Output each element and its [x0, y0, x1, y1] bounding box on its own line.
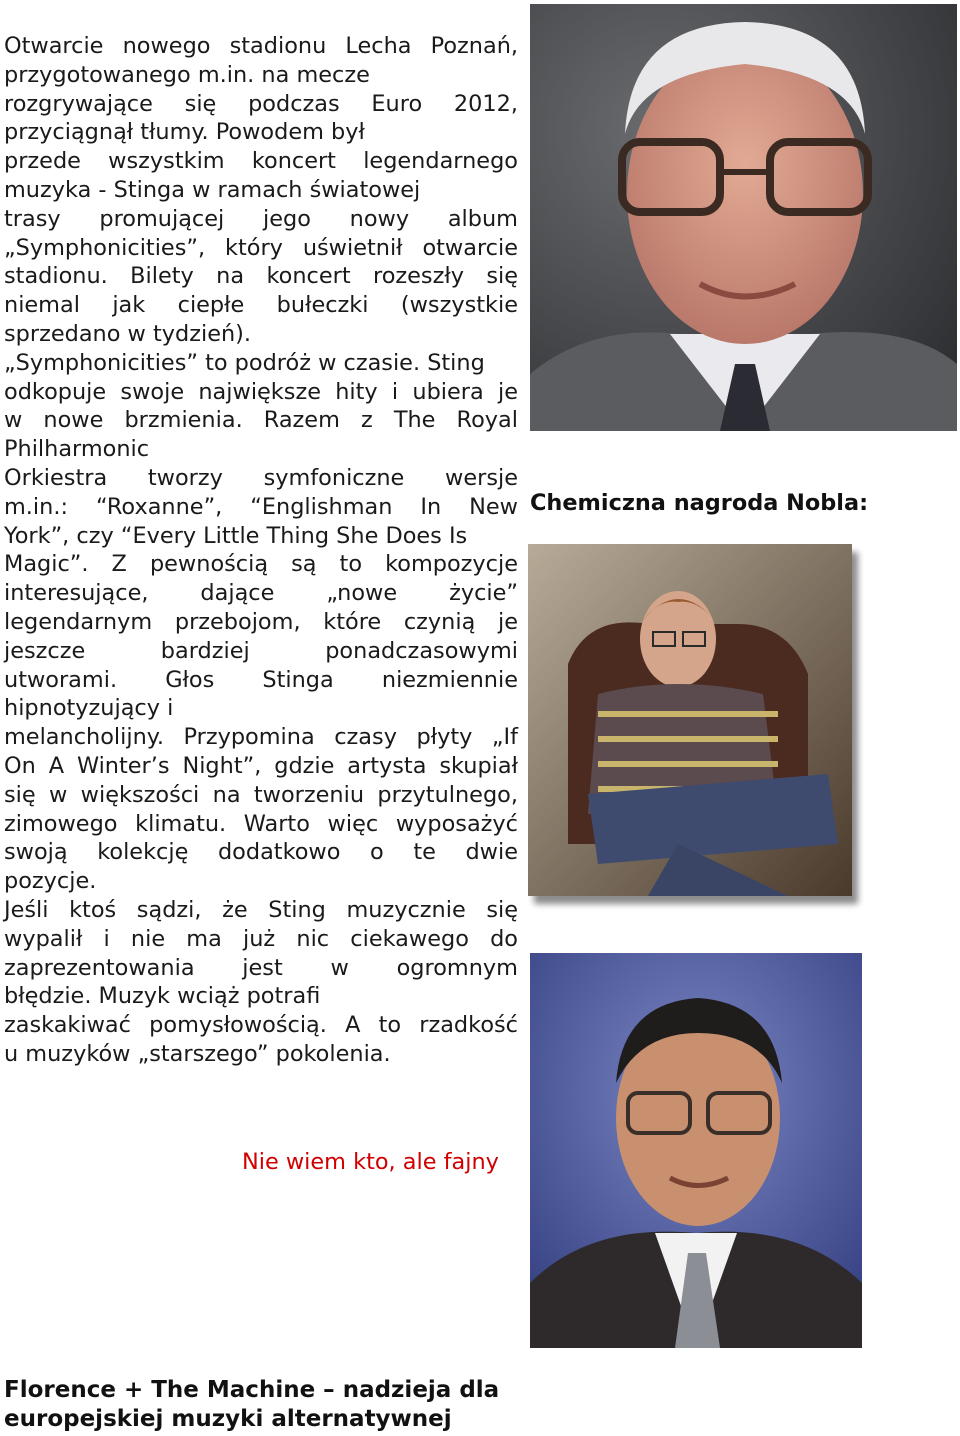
article-line: interesujące, dające „nowe życie” [4, 580, 518, 607]
article-line: trasy promującej jego nowy album [4, 205, 518, 232]
article-line: Philharmonic [4, 436, 150, 463]
article-line: Otwarcie nowego stadionu Lecha Poznań, [4, 33, 518, 59]
article-line: Magic”. Z pewnością są to kompozycje [4, 551, 518, 578]
portrait-illustration [530, 953, 862, 1348]
article-line: „Symphonicities”, który uświetnił otwarcie [4, 234, 518, 261]
article-line: zimowego klimatu. Warto więc wyposażyć [4, 810, 518, 837]
article-line: „Symphonicities” to podróż w czasie. Sting [4, 349, 485, 376]
article-line: On A Winter’s Night”, gdzie artysta skupiał [4, 752, 518, 779]
article-line: w nowe brzmienia. Razem z The Royal [4, 407, 518, 434]
section-heading [4, 1376, 524, 1434]
article-line: przede wszystkim koncert legendarnego [4, 148, 518, 175]
article-line: rozgrywające się podczas Euro 2012, [4, 90, 518, 117]
article-line: melancholijny. Przypomina czasy płyty „If [4, 724, 518, 751]
photo-caption: Nie wiem kto, ale fajny [242, 1149, 499, 1175]
article-line: swoją kolekcję dodatkowo o te dwie [4, 839, 518, 866]
nobel-title: Chemiczna nagroda Nobla: [530, 490, 869, 516]
portrait-photo-man-in-suit [530, 953, 862, 1348]
article-line: hipnotyzujący i [4, 695, 174, 722]
article-line: zaskakiwać pomysłowością. A to rzadkość [4, 1012, 518, 1039]
article-line: legendarnym przebojom, które czynią je [4, 608, 518, 635]
article-body [4, 32, 518, 1069]
article-line: błędzie. Muzyk wciąż potrafi [4, 983, 321, 1010]
article-line: się w większości na tworzeniu przytulnego, [4, 781, 518, 808]
article-line: York”, czy “Every Little Thing She Does Is [4, 522, 468, 549]
article-line: Orkiestra tworzy symfoniczne wersje [4, 464, 518, 491]
portrait-illustration [528, 544, 852, 896]
article-line: utworami. Głos Stinga niezmiennie [4, 666, 518, 693]
article-line: m.in.: “Roxanne”, “Englishman In New [4, 493, 518, 520]
heading-line: europejskiej muzyki alternatywnej [4, 1406, 452, 1432]
article-line: Jeśli ktoś sądzi, że Sting muzycznie się [4, 896, 518, 923]
portrait-photo-seated-man [528, 544, 852, 896]
article-line: jeszcze bardziej ponadczasowymi [4, 637, 518, 664]
article-line: sprzedano w tydzień). [4, 320, 252, 347]
portrait-photo-elderly-man [530, 4, 957, 431]
portrait-illustration [530, 4, 957, 431]
heading-line: Florence + The Machine – nadzieja dla [4, 1377, 500, 1403]
article-line: przygotowanego m.in. na mecze [4, 61, 370, 88]
article-line: wypalił i nie ma już nic ciekawego do [4, 925, 518, 952]
article-line: odkopuje swoje największe hity i ubiera je [4, 378, 518, 405]
article-line: u muzyków „starszego” pokolenia. [4, 1040, 391, 1067]
article-line: muzyka - Stinga w ramach światowej [4, 176, 421, 203]
article-line: pozycje. [4, 868, 97, 895]
article-line: zaprezentowania jest w ogromnym [4, 954, 518, 981]
article-line: stadionu. Bilety na koncert rozeszły się [4, 263, 518, 290]
article-line: niemal jak ciepłe bułeczki (wszystkie [4, 292, 518, 319]
article-line: przyciągnął tłumy. Powodem był [4, 119, 365, 146]
